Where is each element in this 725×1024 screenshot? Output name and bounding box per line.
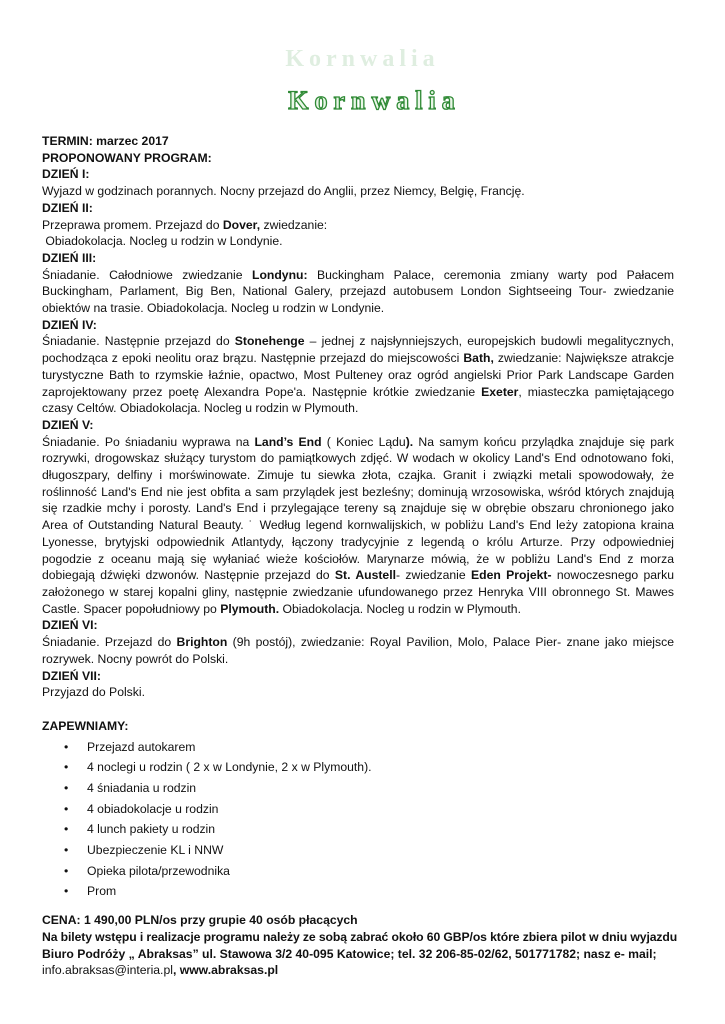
list-item bbox=[42, 881, 674, 902]
day-6-text bbox=[42, 634, 674, 667]
day-1-heading: DZIEŃ I: bbox=[42, 167, 90, 182]
bullet-icon: • bbox=[64, 822, 69, 837]
bullet-icon: • bbox=[64, 739, 69, 754]
document-body bbox=[42, 133, 678, 979]
list-item-text: 4 śniadania u rodzin bbox=[87, 780, 197, 795]
day-4-heading: DZIEŃ IV: bbox=[42, 317, 97, 332]
day-4-part: , miasteczka pamiętającego czasy Celtów. Obiadokolacja. Nocleg u rodzin w Plymouth. bbox=[42, 384, 674, 416]
list-item bbox=[42, 819, 674, 840]
day-4-part: Śniadanie. Następnie przejazd do bbox=[42, 334, 235, 349]
tickets-note: Na bilety wstępu i realizacje programu należy ze sobą zabrać około 60 GBP/os które zbiera pilot w dniu wyjazdu bbox=[42, 929, 678, 944]
day-5-bold: Plymouth. bbox=[220, 601, 280, 616]
list-item bbox=[42, 757, 674, 778]
day-7-heading: DZIEŃ VII: bbox=[42, 668, 101, 683]
zapewniamy-list bbox=[42, 737, 674, 903]
faded-title: Kornwalia bbox=[285, 46, 440, 72]
day-6-heading: DZIEŃ VI: bbox=[42, 618, 98, 633]
day-2-text bbox=[42, 217, 674, 234]
day-6-bold: Brighton bbox=[176, 635, 228, 650]
day-3-text bbox=[42, 267, 674, 317]
bullet-icon: • bbox=[64, 780, 69, 795]
spacer bbox=[42, 701, 674, 718]
day-5-heading: DZIEŃ V: bbox=[42, 417, 94, 432]
day-2-part: zwiedzanie: bbox=[260, 217, 328, 232]
day-4-bold: Bath, bbox=[463, 351, 494, 366]
day-3-bold: Londynu: bbox=[252, 267, 308, 282]
termin-line: TERMIN: marzec 2017 bbox=[42, 134, 169, 148]
list-item bbox=[42, 778, 674, 799]
bullet-icon: • bbox=[64, 863, 69, 878]
bullet-icon: • bbox=[64, 884, 69, 899]
price-line: CENA: 1 490,00 PLN/os przy grupie 40 osób płacących bbox=[42, 913, 358, 928]
program-heading: PROPONOWANY PROGRAM: bbox=[42, 150, 212, 165]
title-wordart: Kornwalia bbox=[288, 86, 461, 115]
day-4-part: – jednej z najsłynniejszych, europejskich budowli megalitycznych, pochodząca z epoki neolitu oraz brązu. Następnie przejazd do miejscowości bbox=[42, 334, 674, 366]
list-item bbox=[42, 840, 674, 861]
zapewniamy-heading: ZAPEWNIAMY: bbox=[42, 718, 129, 733]
day-5-bold: ). bbox=[405, 434, 414, 449]
day-4-text bbox=[42, 333, 674, 417]
list-item-text: 4 noclegi u rodzin ( 2 x w Londynie, 2 x w Plymouth). bbox=[87, 760, 372, 775]
day-4-bold: Stonehenge bbox=[234, 334, 305, 349]
day-1-text: Wyjazd w godzinach porannych. Nocny przejazd do Anglii, przez Niemcy, Belgię, Francję. bbox=[42, 184, 525, 199]
list-item-text: Opieka pilota/przewodnika bbox=[87, 863, 230, 878]
day-5-bold: St. Austell bbox=[334, 568, 396, 583]
bullet-icon: • bbox=[64, 843, 69, 858]
bullet-icon: • bbox=[64, 801, 69, 816]
day-5-bold: Land’s End bbox=[254, 434, 322, 449]
day-5-bold: Eden Projekt- bbox=[471, 568, 552, 583]
day-3-part: Buckingham Palace, ceremonia zmiany warty pod Pałacem Buckingham, Parlament, Big Ben, National Galery, przejazd autobusem London Sightseeing Tour- zwiedzanie obiektów na trasie. Obiadokolacja. Nocleg u rodzin w Londynie. bbox=[42, 267, 674, 316]
day-2-heading: DZIEŃ II: bbox=[42, 200, 93, 215]
day-5-text bbox=[42, 434, 674, 618]
separator: , bbox=[172, 963, 180, 978]
day-4-bold: Exeter bbox=[481, 384, 519, 399]
day-3-part: Śniadanie. Całodniowe zwiedzanie bbox=[42, 267, 253, 282]
day-6-part: (9h postój), zwiedzanie: Royal Pavilion, Molo, Palace Pier- znane jako miejsce rozrywek. Nocny powrót do Polski. bbox=[42, 635, 674, 666]
list-item bbox=[42, 799, 674, 820]
list-item-text: Ubezpieczenie KL i NNW bbox=[87, 843, 224, 858]
day-5-part: Obiadokolacja. Nocleg u rodzin w Plymouth. bbox=[279, 601, 521, 616]
day-7-text: Przyjazd do Polski. bbox=[42, 685, 145, 700]
agency-contact: Biuro Podróży „ Abraksas” ul. Stawowa 3/2 40-095 Katowice; tel. 32 206-85-02/62, 501771782; nasz e- mail; bbox=[42, 946, 657, 961]
day-5-part: - zwiedzanie bbox=[395, 568, 471, 583]
list-item-text: 4 obiadokolacje u rodzin bbox=[87, 801, 219, 816]
day-4-part: zwiedzanie: Największe atrakcje turystyczne Bath to rzymskie łaźnie, opactwo, Most Pulteney oraz ogród angielski Prior Park Landscape Garden zaprojektowany przez poetę Alexandra Pope'a. Następnie krótkie zwiedzanie bbox=[42, 351, 674, 399]
day-5-part: nowoczesnego parku założonego w starej kopalni gliny, następnie zwiedzanie ufundowanego przez Henryka VIII obronnego St. Mawes Castle. Spacer popołudniowy po bbox=[42, 568, 674, 616]
contact-links bbox=[42, 962, 674, 979]
day-3-heading: DZIEŃ III: bbox=[42, 250, 97, 265]
day-2-bold: Dover, bbox=[222, 217, 261, 232]
spacer bbox=[42, 902, 674, 912]
day-2-part: Przeprawa promem. Przejazd do bbox=[42, 217, 223, 232]
day-6-part: Śniadanie. Przejazd do bbox=[42, 635, 177, 650]
day-5-part: ( Koniec Lądu bbox=[321, 434, 406, 449]
day-5-part: Na samym końcu przylądka znajduje się park rozrywki, drogowskaz służący turystom do pamiątkowych zdjęć. W wodach w okolicy Land's End odnotowano foki, długoszpary, delfiny i morświnowate. Zimuje tu siewka złota, czajka. Granit i związki metali spowodowały, że roślinność Land's End nie jest obfita a sam przylądek jest bezleśny; dominują wrzosowiska, wśród których znajdują się rzadkie mchy i porosty. Land's End i przylegające tereny są znajduje się w obrębie obszaru chronionego jako Area of Outstanding Natural Beauty. ˙ Według legend kornwalijskich, w pobliżu Land's End leży zatopiona kraina Lyonesse, brytyjski odpowiednik Atlantydy, łączony tradycyjnie z legendą o królu Arturze. Przy odpowiedniej pogodzie z oceanu mają się wyłaniać wieże kościołów. Marynarze mówią, że w pobliżu Land's End z morza dobiegają dźwięki dzwonów. Następnie przejazd do bbox=[42, 434, 674, 583]
email-link[interactable]: info.abraksas@interia.pl bbox=[42, 963, 173, 978]
day-5-part: Śniadanie. Po śniadaniu wyprawa na bbox=[42, 434, 255, 449]
website-link[interactable]: www.abraksas.pl bbox=[179, 963, 279, 978]
list-item bbox=[42, 737, 674, 758]
list-item-text: Przejazd autokarem bbox=[87, 739, 196, 754]
bullet-icon: • bbox=[64, 760, 69, 775]
day-2-line2: Obiadokolacja. Nocleg u rodzin w Londynie. bbox=[42, 234, 283, 249]
list-item-text: 4 lunch pakiety u rodzin bbox=[87, 822, 216, 837]
list-item bbox=[42, 861, 674, 882]
list-item-text: Prom bbox=[87, 884, 117, 899]
